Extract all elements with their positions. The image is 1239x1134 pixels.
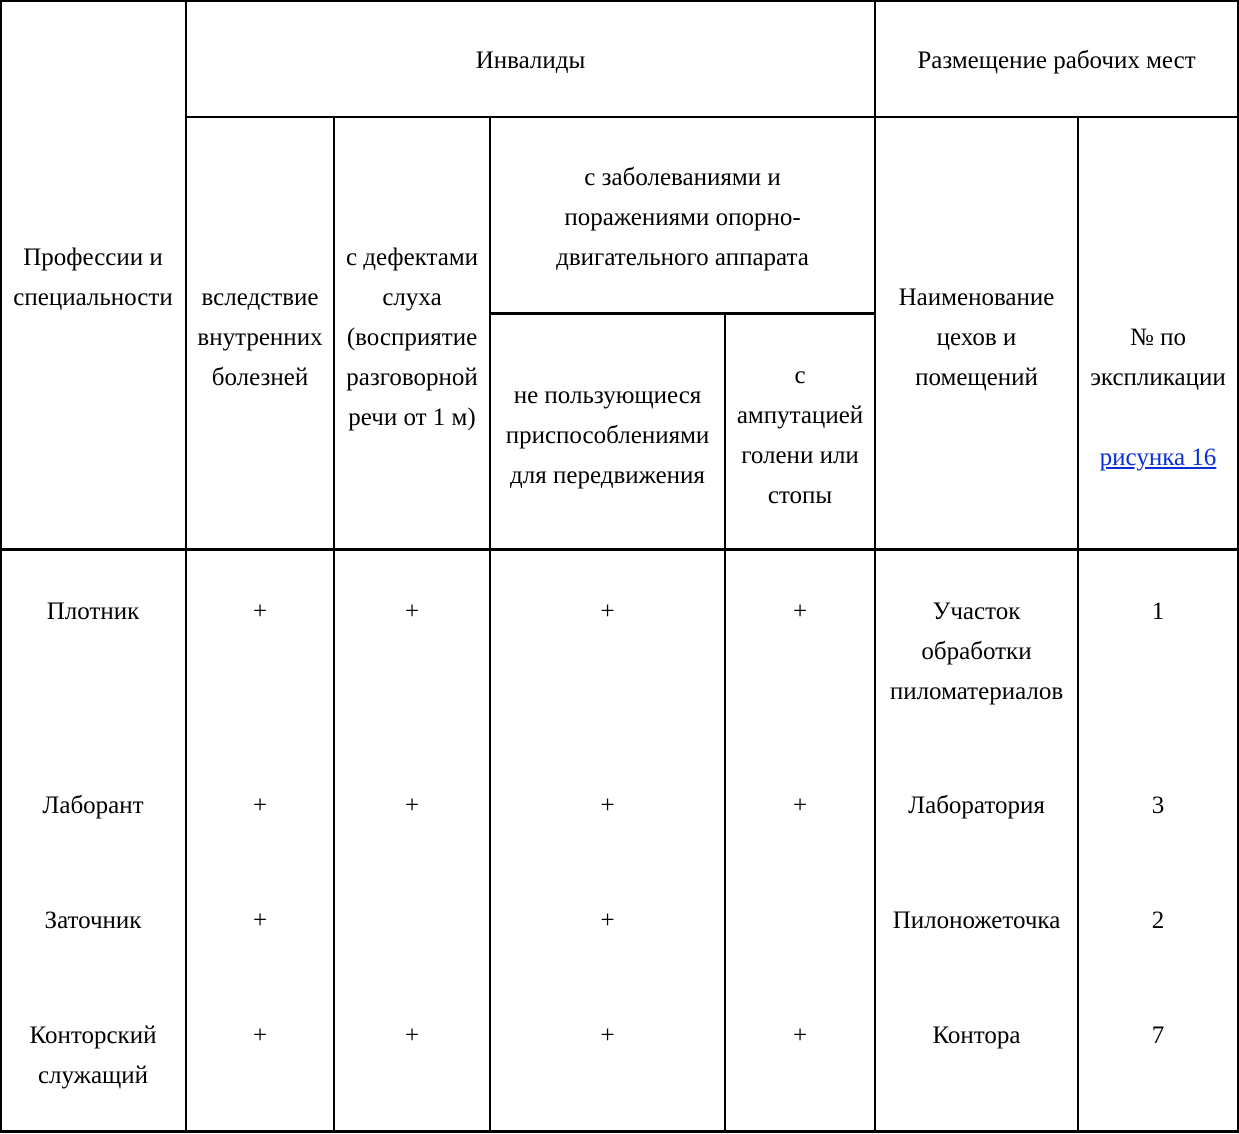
row-4-number: 7	[1151, 1022, 1165, 1049]
header-placement-group: Размещение рабочих мест	[917, 47, 1196, 74]
row-1-workshop: Участок обработки пиломатериалов	[889, 598, 1064, 705]
row-4-internal: +	[252, 1022, 268, 1049]
header-workshop-name: Наименование цехов и помещений	[898, 284, 1055, 391]
table-border-left	[0, 0, 2, 1133]
row-1-hearing: +	[404, 598, 420, 625]
header-divider-2	[489, 312, 875, 315]
row-3-no-aids: +	[600, 907, 615, 934]
header-explication-number	[1078, 278, 1238, 478]
header-internal-diseases: вследствие внутренних болезней	[197, 284, 323, 391]
col-divider-1	[185, 0, 187, 1133]
header-musculoskeletal: с заболеваниями и поражениями опорно- двигательного аппарата	[556, 164, 809, 271]
row-2-internal: +	[252, 792, 268, 819]
row-1-number: 1	[1151, 598, 1165, 625]
row-4-workshop: Контора	[932, 1022, 1021, 1049]
row-1-no-aids: +	[600, 598, 615, 625]
row-4-profession: Конторский служащий	[29, 1022, 157, 1089]
header-professions: Профессии и специальности	[13, 244, 173, 311]
row-4-hearing: +	[404, 1022, 420, 1049]
row-2-amputation: +	[792, 792, 808, 819]
row-1-amputation: +	[792, 598, 808, 625]
row-1-profession: Плотник	[46, 598, 140, 625]
row-4-amputation: +	[792, 1022, 808, 1049]
row-2-no-aids: +	[600, 792, 615, 819]
row-2-workshop: Лаборатория	[908, 792, 1045, 819]
header-amputation: с ампутацией голени или стопы	[736, 362, 864, 509]
row-2-hearing: +	[404, 792, 420, 819]
explication-label: № по экспликации	[1090, 324, 1226, 391]
row-1-internal: +	[252, 598, 268, 625]
row-2-profession: Лаборант	[42, 792, 144, 819]
header-no-aids: не пользующиеся приспособлениями для передвижения	[505, 382, 710, 489]
row-3-internal: +	[252, 907, 268, 934]
header-divider-1	[185, 116, 1239, 118]
row-3-workshop: Пилоножеточка	[892, 907, 1061, 934]
row-4-no-aids: +	[600, 1022, 615, 1049]
row-3-number: 2	[1151, 907, 1165, 934]
header-disabled-group: Инвалиды	[475, 47, 586, 74]
row-3-profession: Заточник	[44, 907, 142, 934]
row-2-number: 3	[1151, 792, 1165, 819]
figure-16-link[interactable]: рисунка 16	[1099, 444, 1217, 471]
header-hearing-defects: с дефектами слуха (восприятие разговорной речи от 1 м)	[345, 244, 479, 431]
